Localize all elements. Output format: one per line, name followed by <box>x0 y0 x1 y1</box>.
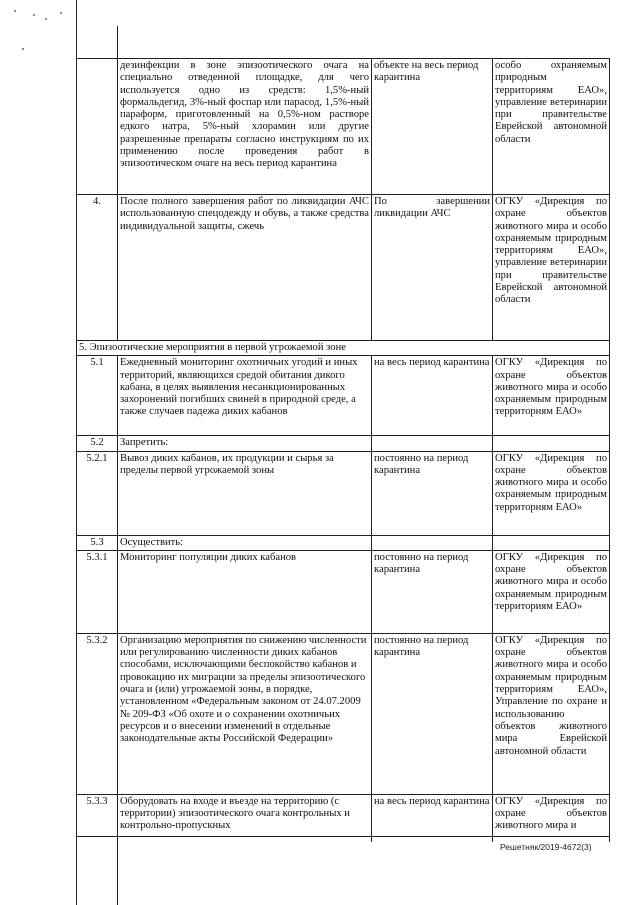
row-responsible: ОГКУ «Дирекция по охране объектов животного мира и особо охраняемым природным территориям ЕАО» <box>493 550 610 633</box>
row-term <box>372 436 493 451</box>
row-number: 5.2.1 <box>77 451 118 535</box>
row-description: Организацию мероприятия по снижению численности или регулированию численности диких кабанов способами, исключающими беспокойство кабанов и провокацию их миграции за пределы эпизоотического очага и (или) угрожаемой зоны, в порядке, установленном «Федеральным законом от 24.07.2009 № 209-ФЗ «Об охоте и о сохранении охотничьих ресурсов и о внесении изменений в отдельные законодательные акты Российской Федерации» <box>118 633 372 794</box>
table-row <box>77 59 610 195</box>
row-number: 5.3 <box>77 535 118 550</box>
row-responsible: ОГКУ «Дирекция по охране объектов животного мира и особо охраняемым природным территориям ЕАО», Управление по охране и использованию объектов животного мира Еврейской автономной области <box>493 633 610 794</box>
row-responsible <box>493 535 610 550</box>
row-term: постоянно на период карантина <box>372 550 493 633</box>
row-description: После полного завершения работ по ликвидации АЧС использованную спецодежду и обувь, а также средства индивидуальной защиты, сжечь <box>118 195 372 341</box>
measures-table <box>76 58 610 837</box>
row-term: объекте на весь период карантина <box>372 59 493 195</box>
table-row <box>77 195 610 341</box>
row-number: 5.3.2 <box>77 633 118 794</box>
row-description: Запретить: <box>118 436 372 451</box>
row-term <box>372 535 493 550</box>
row-responsible: ОГКУ «Дирекция по охране объектов животного мира и <box>493 794 610 836</box>
row-number: 5.1 <box>77 356 118 436</box>
scan-speck <box>22 48 24 50</box>
document-footer-code: Решетняк/2019-4672(3) <box>500 842 592 852</box>
row-responsible: особо охраняемым природным территориям ЕАО», управление ветеринарии при правительстве Еврейской автономной области <box>493 59 610 195</box>
row-description: Вывоз диких кабанов, их продукции и сырья за пределы первой угрожаемой зоны <box>118 451 372 535</box>
section-title: 5. Эпизоотические мероприятия в первой угрожаемой зоне <box>77 341 610 356</box>
row-responsible: ОГКУ «Дирекция по охране объектов животного мира и особо охраняемым природным территориям ЕАО» <box>493 451 610 535</box>
row-number: 4. <box>77 195 118 341</box>
scan-speck <box>14 10 16 12</box>
scan-speck <box>33 14 35 16</box>
row-responsible: ОГКУ «Дирекция по охране объектов животного мира и особо охраняемым природным территориям ЕАО», управление ветеринарии при правительстве Еврейской автономной области <box>493 195 610 341</box>
row-term: По завершении ликвидации АЧС <box>372 195 493 341</box>
row-responsible <box>493 436 610 451</box>
row-responsible: ОГКУ «Дирекция по охране объектов животного мира и особо охраняемым природным территориям ЕАО» <box>493 356 610 436</box>
row-description: дезинфекции в зоне эпизоотического очага на специально отведенной площадке, для чего используется одно из средств: 1,5%-ный формальдегид, 3%-ный фоспар или парасод, 1,5%-ный параформ, приготовленный на 0,5%-ном растворе едкого натра, 5%-ный хлорамин или другие разрешенные препараты согласно инструкциям по их применению после проведения работ в эпизоотическом очаге на весь период карантина <box>118 59 372 195</box>
subheader-row <box>77 436 610 451</box>
section-header-row <box>77 341 610 356</box>
row-term: постоянно на период карантина <box>372 633 493 794</box>
row-term: на весь период карантина <box>372 356 493 436</box>
row-description: Оборудовать на входе и въезде на территорию (с территории) эпизоотического очага контрольных и контрольно-пропускных <box>118 794 372 836</box>
subheader-row <box>77 535 610 550</box>
row-number: 5.3.1 <box>77 550 118 633</box>
table-row <box>77 356 610 436</box>
row-description: Мониторинг популяции диких кабанов <box>118 550 372 633</box>
table-row <box>77 550 610 633</box>
table-row <box>77 633 610 794</box>
scan-speck <box>45 18 47 20</box>
row-description: Ежедневный мониторинг охотничьих угодий и иных территорий, являющихся средой обитания дикого кабана, в целях выявления несанкционированных захоронений погибших свиней в природной среде, а также случаев падежа диких кабанов <box>118 356 372 436</box>
row-term: на весь период карантина <box>372 794 493 836</box>
row-description: Осуществить: <box>118 535 372 550</box>
row-number: 5.3.3 <box>77 794 118 836</box>
table-row <box>77 451 610 535</box>
table-border-extension <box>117 26 118 58</box>
row-number: 5.2 <box>77 436 118 451</box>
row-number <box>77 59 118 195</box>
scan-speck <box>60 12 62 14</box>
table-row <box>77 794 610 836</box>
row-term: постоянно на период карантина <box>372 451 493 535</box>
table-border-extension <box>76 0 77 58</box>
